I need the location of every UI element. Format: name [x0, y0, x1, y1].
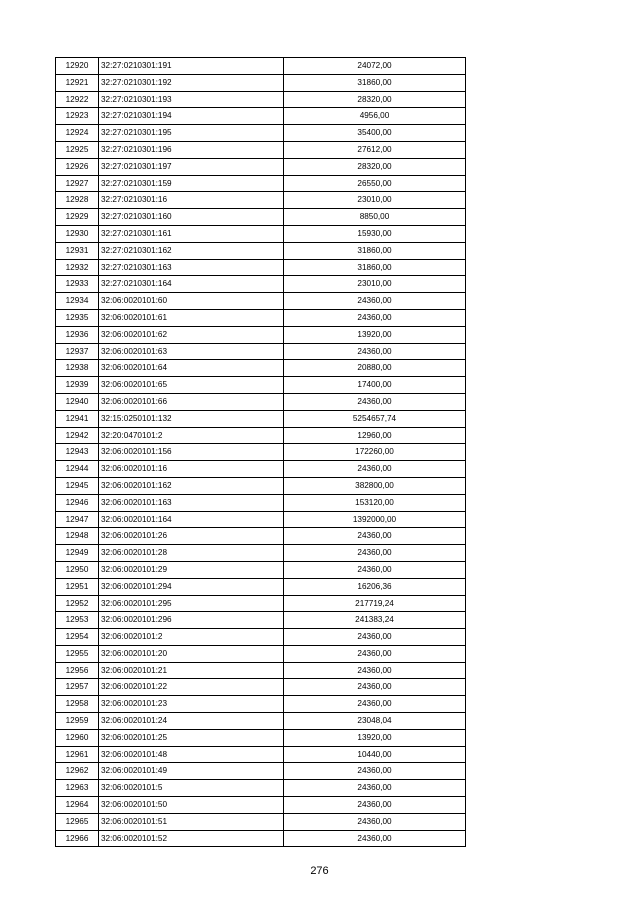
table-row: [56, 511, 466, 528]
table-row: [56, 713, 466, 730]
cadastral-number-cell: 32:06:0020101:26: [99, 528, 284, 545]
cadastral-value-cell: 28320,00: [284, 158, 466, 175]
cadastral-number-cell: 32:06:0020101:25: [99, 729, 284, 746]
row-number-cell: 12940: [56, 393, 99, 410]
row-number-cell: 12945: [56, 477, 99, 494]
table-row: [56, 74, 466, 91]
row-number-cell: 12942: [56, 427, 99, 444]
table-row: [56, 629, 466, 646]
cadastral-value-cell: 1392000,00: [284, 511, 466, 528]
row-number-cell: 12961: [56, 746, 99, 763]
row-number-cell: 12964: [56, 797, 99, 814]
table-row: [56, 813, 466, 830]
row-number-cell: 12958: [56, 696, 99, 713]
table-row: [56, 259, 466, 276]
cadastral-value-cell: 17400,00: [284, 377, 466, 394]
cadastral-number-cell: 32:06:0020101:24: [99, 713, 284, 730]
row-number-cell: 12926: [56, 158, 99, 175]
row-number-cell: 12950: [56, 561, 99, 578]
cadastral-number-cell: 32:06:0020101:64: [99, 360, 284, 377]
row-number-cell: 12934: [56, 293, 99, 310]
cadastral-number-cell: 32:27:0210301:195: [99, 125, 284, 142]
row-number-cell: 12963: [56, 780, 99, 797]
cadastral-number-cell: 32:06:0020101:50: [99, 797, 284, 814]
row-number-cell: 12941: [56, 410, 99, 427]
cadastral-value-cell: 24360,00: [284, 662, 466, 679]
cadastral-value-cell: 27612,00: [284, 141, 466, 158]
cadastral-number-cell: 32:27:0210301:194: [99, 108, 284, 125]
table-row: [56, 830, 466, 847]
row-number-cell: 12944: [56, 461, 99, 478]
table-row: [56, 645, 466, 662]
table-row: [56, 326, 466, 343]
page-number: 276: [310, 865, 329, 877]
cadastral-number-cell: 32:27:0210301:159: [99, 175, 284, 192]
table-row: [56, 158, 466, 175]
table-row: [56, 797, 466, 814]
cadastral-number-cell: 32:27:0210301:191: [99, 58, 284, 75]
cadastral-number-cell: 32:06:0020101:295: [99, 595, 284, 612]
row-number-cell: 12936: [56, 326, 99, 343]
table-row: [56, 427, 466, 444]
cadastral-number-cell: 32:06:0020101:156: [99, 444, 284, 461]
table-row: [56, 746, 466, 763]
row-number-cell: 12931: [56, 242, 99, 259]
table-row: [56, 729, 466, 746]
cadastral-value-cell: 24360,00: [284, 528, 466, 545]
table-row: [56, 192, 466, 209]
cadastral-value-cell: 24360,00: [284, 679, 466, 696]
cadastral-value-cell: 23048,04: [284, 713, 466, 730]
cadastral-number-cell: 32:06:0020101:62: [99, 326, 284, 343]
cadastral-value-cell: 24360,00: [284, 545, 466, 562]
cadastral-number-cell: 32:06:0020101:2: [99, 629, 284, 646]
cadastral-value-cell: 24360,00: [284, 763, 466, 780]
cadastral-number-cell: 32:06:0020101:164: [99, 511, 284, 528]
row-number-cell: 12928: [56, 192, 99, 209]
table-row: [56, 242, 466, 259]
row-number-cell: 12960: [56, 729, 99, 746]
row-number-cell: 12965: [56, 813, 99, 830]
table-row: [56, 494, 466, 511]
cadastral-number-cell: 32:27:0210301:162: [99, 242, 284, 259]
row-number-cell: 12925: [56, 141, 99, 158]
cadastral-number-cell: 32:15:0250101:132: [99, 410, 284, 427]
table-row: [56, 763, 466, 780]
row-number-cell: 12953: [56, 612, 99, 629]
cadastral-value-cell: 15930,00: [284, 225, 466, 242]
cadastral-value-cell: 24360,00: [284, 696, 466, 713]
cadastral-value-cell: 23010,00: [284, 276, 466, 293]
cadastral-number-cell: 32:06:0020101:163: [99, 494, 284, 511]
cadastral-value-cell: 24360,00: [284, 780, 466, 797]
cadastral-value-table: [55, 57, 466, 847]
row-number-cell: 12938: [56, 360, 99, 377]
table-row: [56, 343, 466, 360]
table-row: [56, 477, 466, 494]
cadastral-value-cell: 24360,00: [284, 393, 466, 410]
row-number-cell: 12952: [56, 595, 99, 612]
table-row: [56, 561, 466, 578]
table-row: [56, 679, 466, 696]
row-number-cell: 12966: [56, 830, 99, 847]
row-number-cell: 12951: [56, 578, 99, 595]
cadastral-value-cell: 24360,00: [284, 813, 466, 830]
table-row: [56, 410, 466, 427]
cadastral-value-cell: 28320,00: [284, 91, 466, 108]
table-body: [56, 58, 466, 847]
cadastral-value-cell: 24072,00: [284, 58, 466, 75]
row-number-cell: 12927: [56, 175, 99, 192]
cadastral-value-cell: 24360,00: [284, 461, 466, 478]
cadastral-value-cell: 24360,00: [284, 830, 466, 847]
cadastral-number-cell: 32:06:0020101:23: [99, 696, 284, 713]
cadastral-number-cell: 32:27:0210301:163: [99, 259, 284, 276]
table-row: [56, 461, 466, 478]
row-number-cell: 12947: [56, 511, 99, 528]
table-row: [56, 360, 466, 377]
cadastral-number-cell: 32:06:0020101:20: [99, 645, 284, 662]
table-row: [56, 545, 466, 562]
row-number-cell: 12957: [56, 679, 99, 696]
cadastral-number-cell: 32:06:0020101:162: [99, 477, 284, 494]
cadastral-number-cell: 32:06:0020101:21: [99, 662, 284, 679]
row-number-cell: 12956: [56, 662, 99, 679]
cadastral-number-cell: 32:06:0020101:52: [99, 830, 284, 847]
row-number-cell: 12932: [56, 259, 99, 276]
row-number-cell: 12948: [56, 528, 99, 545]
table-row: [56, 309, 466, 326]
cadastral-value-cell: 23010,00: [284, 192, 466, 209]
cadastral-value-cell: 31860,00: [284, 74, 466, 91]
cadastral-number-cell: 32:06:0020101:29: [99, 561, 284, 578]
cadastral-value-cell: 35400,00: [284, 125, 466, 142]
cadastral-number-cell: 32:06:0020101:66: [99, 393, 284, 410]
cadastral-value-cell: 4956,00: [284, 108, 466, 125]
cadastral-value-cell: 5254657,74: [284, 410, 466, 427]
row-number-cell: 12924: [56, 125, 99, 142]
cadastral-number-cell: 32:06:0020101:48: [99, 746, 284, 763]
cadastral-value-cell: 24360,00: [284, 561, 466, 578]
table-row: [56, 108, 466, 125]
row-number-cell: 12930: [56, 225, 99, 242]
cadastral-number-cell: 32:06:0020101:61: [99, 309, 284, 326]
cadastral-value-cell: 24360,00: [284, 645, 466, 662]
row-number-cell: 12920: [56, 58, 99, 75]
table-row: [56, 696, 466, 713]
table-row: [56, 175, 466, 192]
table-row: [56, 276, 466, 293]
table-row: [56, 595, 466, 612]
cadastral-value-cell: 382800,00: [284, 477, 466, 494]
row-number-cell: 12929: [56, 209, 99, 226]
cadastral-number-cell: 32:06:0020101:60: [99, 293, 284, 310]
row-number-cell: 12939: [56, 377, 99, 394]
cadastral-value-cell: 26550,00: [284, 175, 466, 192]
table-row: [56, 377, 466, 394]
table-row: [56, 58, 466, 75]
cadastral-value-cell: 10440,00: [284, 746, 466, 763]
row-number-cell: 12923: [56, 108, 99, 125]
cadastral-value-cell: 24360,00: [284, 309, 466, 326]
cadastral-number-cell: 32:27:0210301:192: [99, 74, 284, 91]
cadastral-number-cell: 32:27:0210301:196: [99, 141, 284, 158]
row-number-cell: 12933: [56, 276, 99, 293]
cadastral-number-cell: 32:06:0020101:22: [99, 679, 284, 696]
cadastral-value-cell: 31860,00: [284, 242, 466, 259]
cadastral-number-cell: 32:06:0020101:49: [99, 763, 284, 780]
table-row: [56, 91, 466, 108]
row-number-cell: 12921: [56, 74, 99, 91]
cadastral-number-cell: 32:06:0020101:63: [99, 343, 284, 360]
table-row: [56, 444, 466, 461]
cadastral-number-cell: 32:06:0020101:296: [99, 612, 284, 629]
cadastral-value-cell: 12960,00: [284, 427, 466, 444]
cadastral-number-cell: 32:06:0020101:28: [99, 545, 284, 562]
row-number-cell: 12962: [56, 763, 99, 780]
cadastral-number-cell: 32:27:0210301:16: [99, 192, 284, 209]
cadastral-value-cell: 13920,00: [284, 729, 466, 746]
table-row: [56, 141, 466, 158]
cadastral-number-cell: 32:06:0020101:51: [99, 813, 284, 830]
row-number-cell: 12943: [56, 444, 99, 461]
cadastral-number-cell: 32:27:0210301:197: [99, 158, 284, 175]
cadastral-number-cell: 32:20:0470101:2: [99, 427, 284, 444]
cadastral-value-cell: 13920,00: [284, 326, 466, 343]
table-row: [56, 578, 466, 595]
cadastral-number-cell: 32:27:0210301:193: [99, 91, 284, 108]
cadastral-number-cell: 32:27:0210301:160: [99, 209, 284, 226]
table-row: [56, 209, 466, 226]
cadastral-value-cell: 20880,00: [284, 360, 466, 377]
row-number-cell: 12937: [56, 343, 99, 360]
table-row: [56, 528, 466, 545]
cadastral-number-cell: 32:06:0020101:294: [99, 578, 284, 595]
table-row: [56, 612, 466, 629]
table-row: [56, 393, 466, 410]
cadastral-number-cell: 32:27:0210301:164: [99, 276, 284, 293]
cadastral-value-cell: 217719,24: [284, 595, 466, 612]
cadastral-value-cell: 24360,00: [284, 293, 466, 310]
cadastral-value-cell: 31860,00: [284, 259, 466, 276]
table-row: [56, 125, 466, 142]
table-row: [56, 780, 466, 797]
cadastral-number-cell: 32:27:0210301:161: [99, 225, 284, 242]
cadastral-value-cell: 16206,36: [284, 578, 466, 595]
table-row: [56, 662, 466, 679]
row-number-cell: 12955: [56, 645, 99, 662]
cadastral-value-cell: 24360,00: [284, 797, 466, 814]
row-number-cell: 12935: [56, 309, 99, 326]
cadastral-number-cell: 32:06:0020101:65: [99, 377, 284, 394]
table-row: [56, 225, 466, 242]
cadastral-value-cell: 24360,00: [284, 629, 466, 646]
row-number-cell: 12922: [56, 91, 99, 108]
row-number-cell: 12954: [56, 629, 99, 646]
row-number-cell: 12959: [56, 713, 99, 730]
cadastral-value-cell: 153120,00: [284, 494, 466, 511]
table-row: [56, 293, 466, 310]
cadastral-value-cell: 172260,00: [284, 444, 466, 461]
cadastral-number-cell: 32:06:0020101:16: [99, 461, 284, 478]
row-number-cell: 12949: [56, 545, 99, 562]
cadastral-value-cell: 24360,00: [284, 343, 466, 360]
row-number-cell: 12946: [56, 494, 99, 511]
cadastral-number-cell: 32:06:0020101:5: [99, 780, 284, 797]
cadastral-value-cell: 8850,00: [284, 209, 466, 226]
cadastral-value-cell: 241383,24: [284, 612, 466, 629]
